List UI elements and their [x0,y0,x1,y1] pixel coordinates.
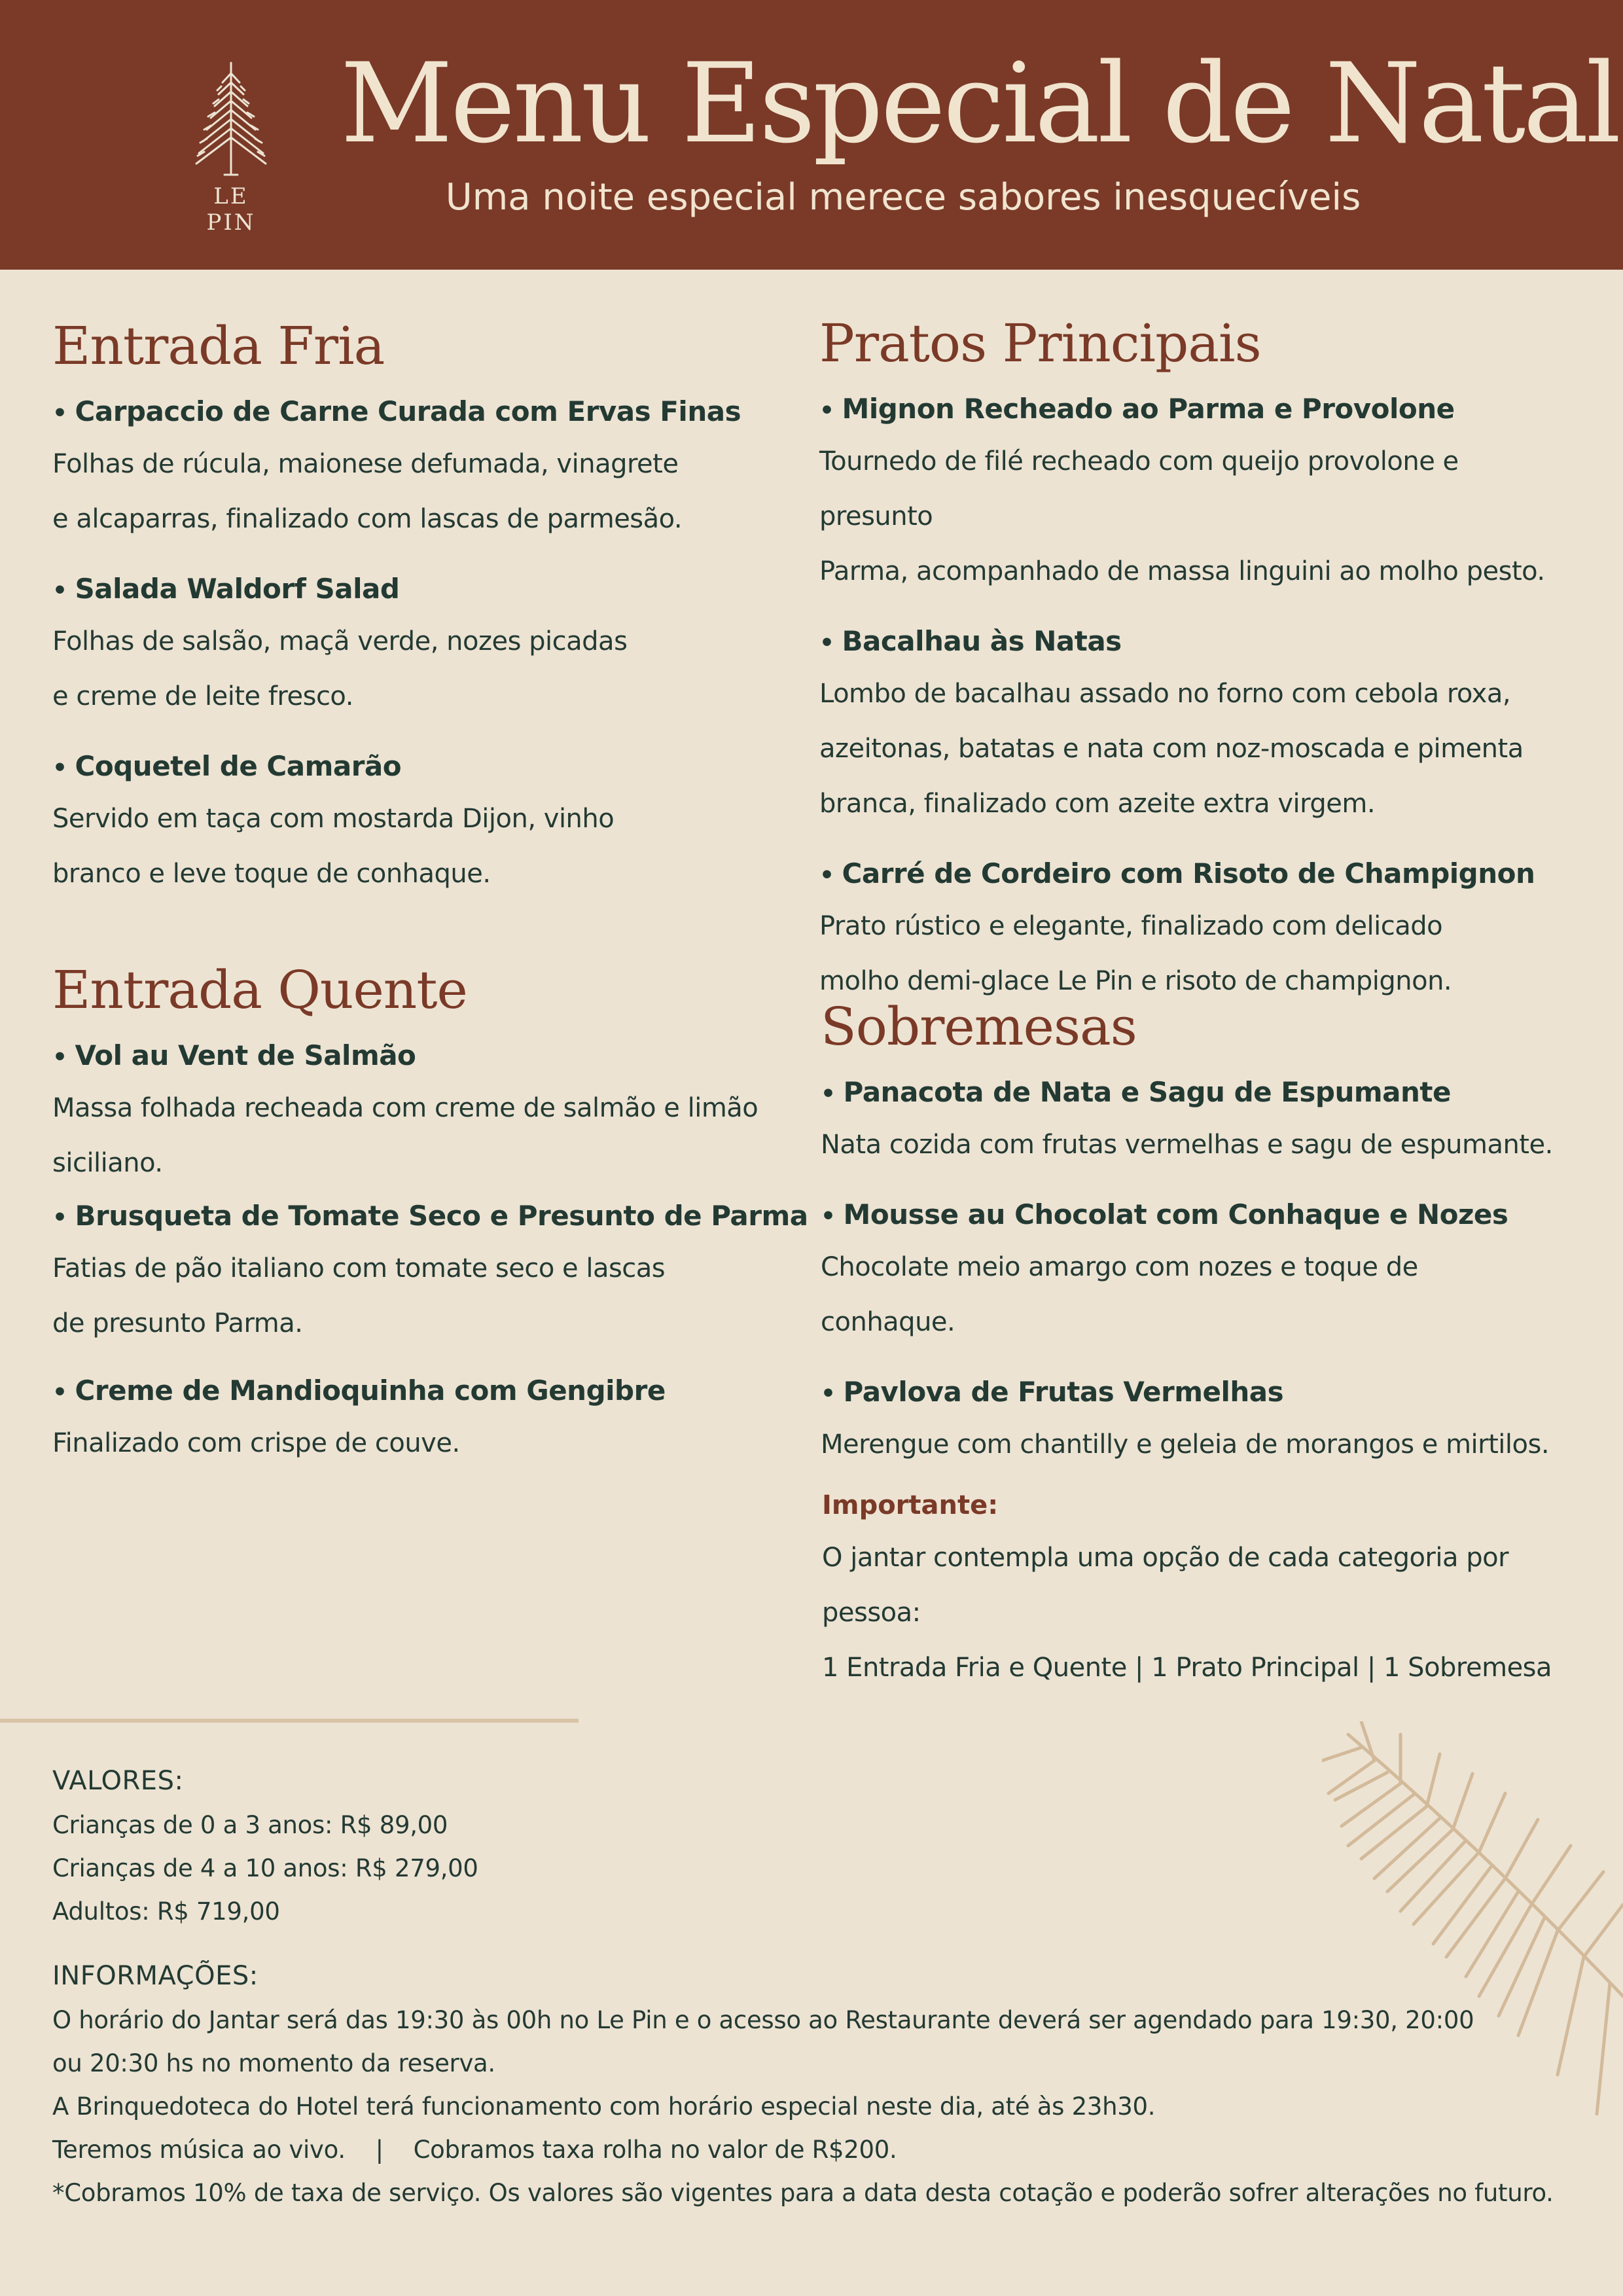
menu-item [821,1069,1560,1172]
info-line: *Cobramos 10% de taxa de serviço. Os valores são vigentes para a data desta cotação e poderão sofrer alterações no futuro. [52,2179,1554,2207]
menu-item-name: • Carpaccio de Carne Curada com Ervas Finas [52,389,792,437]
menu-item [821,1369,1560,1472]
section-sobremesas [821,991,1560,1472]
menu-item-description: branco e leve toque de conhaque. [52,859,491,889]
info-line: Teremos música ao vivo. | Cobramos taxa rolha no valor de R$200. [52,2136,897,2164]
menu-item [52,744,792,901]
menu-item-name: • Carré de Cordeiro com Risoto de Champignon [819,851,1559,899]
menu-item-description: Folhas de rúcula, maionese defumada, vinagrete [52,449,679,479]
valores-heading: VALORES: [52,1766,184,1796]
menu-item-description: azeitonas, batatas e nata com noz-moscada e pimenta [819,734,1524,764]
menu-item-description: Massa folhada recheada com creme de salmão e limão [52,1093,758,1123]
menu-item-description: branca, finalizado com azeite extra virgem. [819,789,1376,819]
menu-item-name: • Mousse au Chocolat com Conhaque e Nozes [821,1192,1560,1240]
section-title: Pratos Principais [819,313,1261,374]
menu-item-description: Fatias de pão italiano com tomate seco e lascas [52,1253,666,1283]
menu-item-description: Merengue com chantilly e geleia de morangos e mirtilos. [821,1429,1550,1460]
menu-item [52,1193,808,1351]
price-line: Crianças de 0 a 3 anos: R$ 89,00 [52,1811,448,1839]
menu-item-name: • Bacalhau às Natas [819,619,1559,666]
menu-item [52,389,792,547]
page-subtitle: Uma noite especial merece sabores inesquecíveis [445,176,1361,219]
menu-item-description: e creme de leite fresco. [52,681,353,711]
menu-item-name: • Pavlova de Frutas Vermelhas [821,1369,1560,1417]
menu-item-name: • Mignon Recheado ao Parma e Provolone [819,386,1559,434]
footer-info [52,1758,1558,2215]
menu-item [819,386,1559,599]
menu-item [819,851,1559,1009]
info-line: O horário do Jantar será das 19:30 às 00h no Le Pin e o acesso ao Restaurante deverá ser agendado para 19:30, 20:00 [52,2006,1474,2034]
menu-item-name: • Brusqueta de Tomate Seco e Presunto de Parma [52,1193,792,1241]
section-title: Entrada Quente [52,960,467,1020]
menu-item-description: Prato rústico e elegante, finalizado com delicado [819,911,1443,941]
page-title: Menu Especial de Natal [340,39,1619,168]
section-entrada-fria [52,310,792,901]
menu-item-description: siciliano. [52,1148,163,1178]
menu-item [52,566,792,724]
section-pratos-principais [819,308,1559,1009]
informacoes-heading: INFORMAÇÕES: [52,1961,259,1991]
header-banner [0,0,1623,270]
menu-item-description: Nata cozida com frutas vermelhas e sagu de espumante. [821,1130,1553,1160]
important-line: O jantar contempla uma opção de cada categoria por [822,1543,1509,1573]
menu-item-description: Parma, acompanhado de massa linguini ao molho pesto. [819,556,1545,586]
menu-item-name: • Salada Waldorf Salad [52,566,792,614]
section-title: Sobremesas [821,996,1137,1057]
menu-item-description: de presunto Parma. [52,1308,303,1338]
logo-text: LE PIN [206,183,256,236]
menu-item-name: • Panacota de Nata e Sagu de Espumante [821,1069,1560,1117]
menu-item-name: • Vol au Vent de Salmão [52,1033,792,1081]
le-pin-logo [188,60,274,236]
section-title: Entrada Fria [52,315,385,376]
price-line: Crianças de 4 a 10 anos: R$ 279,00 [52,1854,478,1882]
pine-tree-icon [188,60,274,178]
important-note [822,1480,1575,1695]
menu-item [52,1033,792,1191]
important-line: pessoa: [822,1598,921,1628]
menu-item [821,1192,1560,1350]
price-line: Adultos: R$ 719,00 [52,1897,280,1926]
menu-item [819,619,1559,831]
menu-item-description: Tournedo de filé recheado com queijo provolone e presunto [819,446,1459,531]
section-entrada-quente [52,954,808,1471]
menu-item-description: e alcaparras, finalizado com lascas de parmesão. [52,504,683,534]
menu-item [52,1368,792,1471]
menu-item-name: • Creme de Mandioquinha com Gengibre [52,1368,792,1416]
menu-item-name: • Coquetel de Camarão [52,744,792,791]
menu-item-description: Servido em taça com mostarda Dijon, vinho [52,804,615,834]
important-title: Importante: [822,1490,999,1520]
menu-item-description: Lombo de bacalhau assado no forno com cebola roxa, [819,679,1511,709]
menu-item-description: Finalizado com crispe de couve. [52,1428,460,1458]
menu-item-description: Chocolate meio amargo com nozes e toque de conhaque. [821,1252,1418,1337]
divider [0,1719,579,1723]
menu-item-description: molho demi-glace Le Pin e risoto de champignon. [819,966,1452,996]
info-line: ou 20:30 hs no momento da reserva. [52,2049,495,2077]
info-line: A Brinquedoteca do Hotel terá funcionamento com horário especial neste dia, até às 23h30. [52,2092,1156,2121]
menu-item-description: Folhas de salsão, maçã verde, nozes picadas [52,626,628,656]
important-line: 1 Entrada Fria e Quente | 1 Prato Principal | 1 Sobremesa [822,1653,1552,1683]
